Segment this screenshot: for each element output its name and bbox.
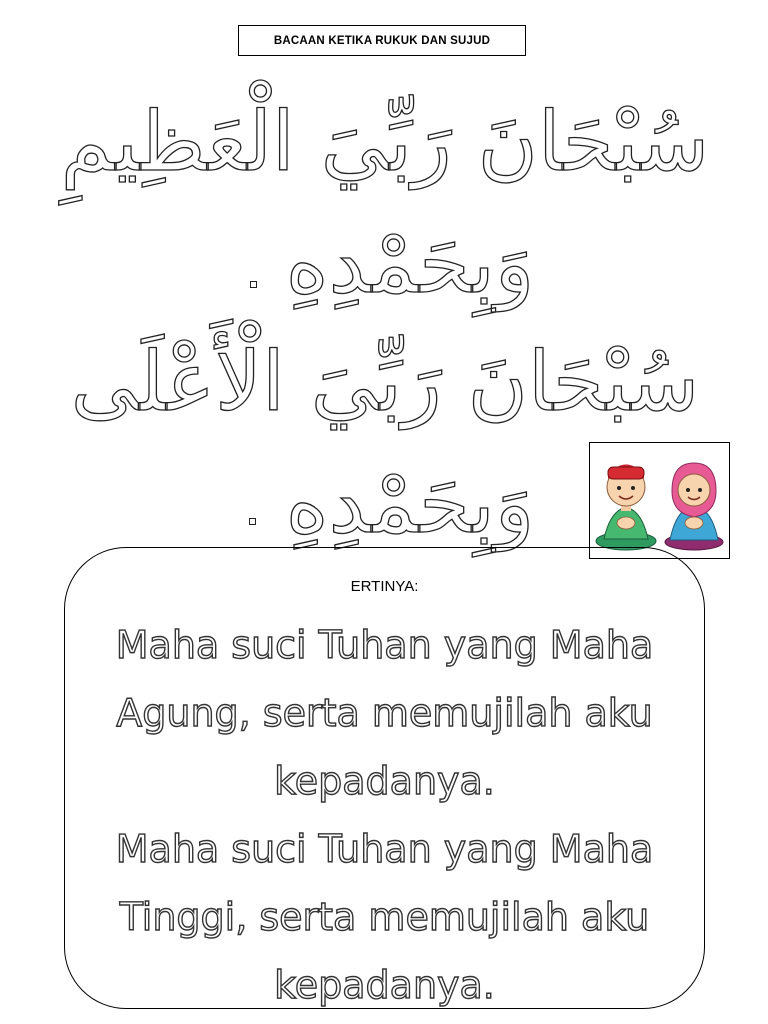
children-praying-icon <box>590 443 731 560</box>
arabic-rukuk-line-2: وَبِحَمْدِهِ <box>285 217 535 312</box>
meaning-label: ERTINYA: <box>350 578 419 595</box>
meaning-line: Agung, serta memujilah aku <box>116 691 653 735</box>
meaning-line: Tinggi, serta memujilah aku <box>119 895 650 939</box>
meaning-box <box>64 547 705 1009</box>
meaning-line: kepadanya. <box>274 759 495 803</box>
arabic-rukuk-line-1: سُبْحَانَ رَبِّيَ الْعَظِيمِ <box>60 95 710 190</box>
end-of-verse-mark <box>250 281 257 288</box>
meaning-line: kepadanya. <box>274 963 495 1007</box>
meaning-text <box>65 611 704 1019</box>
meaning-line: Maha suci Tuhan yang Maha <box>115 623 654 667</box>
meaning-line: Maha suci Tuhan yang Maha <box>115 827 654 871</box>
arabic-sujud-line-1: سُبْحَانَ رَبِّيَ الْأَعْلَى <box>70 335 700 430</box>
children-praying-illustration <box>589 442 730 559</box>
end-of-verse-mark <box>249 518 256 525</box>
page-title: BACAAN KETIKA RUKUK DAN SUJUD <box>238 25 526 56</box>
arabic-sujud-line-2: وَبِحَمْدِهِ <box>285 457 535 552</box>
